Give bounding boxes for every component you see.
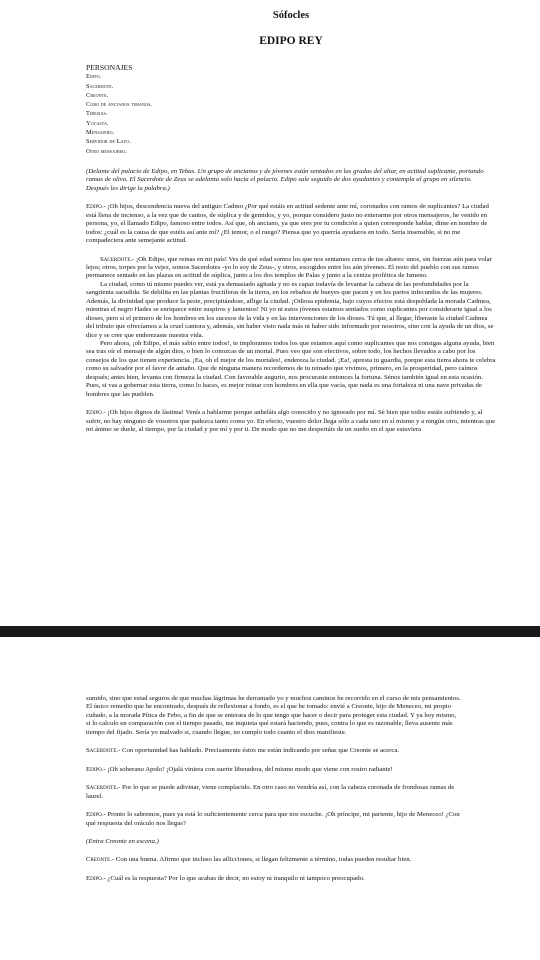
speech-paragraph xyxy=(86,256,496,281)
speech-text: ¡Oh hijos, descendencia nueva del antiguo Cadmo ¿Por qué estáis en actitud sedente ante mí, coronados con ramos de suplicantes? La ciudad está llena de incienso, a la vez que de cantos, de súplica y de gemidos, y yo, porque considero justo no enterarme por otros mensajeros, he venido en persona, yo, el llamado Edipo, famoso entre todos. Así que, oh anciano, ya que eres por tu condición a quien corresponde hablar, dime en nombre de todos: ¿cuál es la causa de que estéis así ante mí? ¿El temor, o el ruego? Piensa que yo querría ayudaros en todo. Sería insensible, si no me compadeciera ante semejante actitud. xyxy=(86,203,489,245)
document-page-2 xyxy=(0,637,540,960)
speaker-label: Edipo.- xyxy=(86,409,106,417)
speech-text: Con una buena. Afirmo que incluso las aflicciones, si llegan felizmente a término, todas pueden resultar bien. xyxy=(114,856,412,864)
cast-item: Servidor de Layo. xyxy=(86,138,132,146)
speech-paragraph: La ciudad, como tú mismo puedes ver, está ya demasiado agitada y no es capaz todavía de levantar la cabeza de las profundidades por la sangrienta sacudida. Se debilita en las plantas fructíferas de la tierra, en los rebaños de bueyes que pacen y en los partos infecundos de las mujeres. Además, la divinidad que produce la peste, precipitándose, aflige la ciudad. ¡Odiosa epidemia, bajo cuyos efectos está despoblada la morada Cadmea, mientras el negro Hades se enriquece entre suspiros y lamentos! Ni yo ni estos jóvenes estamos sentados como suplicantes por considerarte igual a los dioses, pero sí el primero de los hombres en los sucesos de la vida y en las intervenciones de los dioses. Tú que, al llegar, liberaste la ciudad Cadmea del tributo que ofrecíamos a la cruel cantora y, además, sin haber visto nada más ni haber sido informado por nosotros, sino con la ayuda de un dios, se dice y se cree que enderezaste nuestra vida. xyxy=(86,280,494,339)
speech-paragraph xyxy=(86,875,462,883)
speech-text: ¡Oh Edipo, que reinas en mi país! Ves de qué edad somos los que nos sentamos cerca de tus altares: unos, sin fuerzas aún para volar lejos; otros, torpes por la vejez, somos Sacerdotes -yo lo soy de Zeus-, y otros, escogidos entre los aún jóvenes. El resto del pueblo con sus ramos permanece sentado en las plazas en actitud de súplica, junto a los dos templos de Palas y junto a la ceniza profética de Ismeno. xyxy=(86,255,492,280)
speech-paragraph xyxy=(86,856,462,864)
speech-text: ¡Oh soberano Apolo! ¡Ojalá viniera con suerte liberadora, del mismo modo que viene con rostro radiante! xyxy=(105,765,393,773)
stage-direction: (Entra Creonte en escena.) xyxy=(86,837,159,845)
speaker-label: Sacerdote.- xyxy=(100,255,135,263)
cast-list xyxy=(86,72,496,156)
play-title: EDIPO REY xyxy=(259,35,323,47)
speech-paragraph xyxy=(86,747,462,755)
cast-item: Yocasta. xyxy=(86,119,109,127)
speech-text: Con oportunidad has hablado. Precisamente éstos me están indicando por señas que Creonte se acerca. xyxy=(120,747,400,755)
speech-paragraph xyxy=(86,766,462,774)
speech-text: Por lo que se puede adivinar, viene complacido. En otro caso no vendría así, con la cabeza coronada de frondosas ramas de laurel. xyxy=(86,784,455,800)
speaker-label: Edipo.- xyxy=(86,811,106,819)
speech-paragraph xyxy=(86,784,462,801)
speech-paragraph: Pero ahora, ¡oh Edipo, el más sabio entre todos!, te imploramos todos los que estamos aquí como suplicantes que nos consigas alguna ayuda, bien sea tras oír el mensaje de algún dios, o bien lo conozcas de un mortal. Pues veo que son efectivos, sobre todo, los hechos llevados a cabo por los consejos de los que tienen experiencia. ¡Ea, oh el mejor de los mortales!, endereza la ciudad. ¡Ea!, apresta tu guardia, porque esta tierra ahora te celebra como su salvador por el favor de antaño. Que de ninguna manera recordemos de tu reinado que vivimos, primero, en la prosperidad, pero caímos después; antes bien, levanta con firmeza la ciudad. Con favorable augurio, nos procuraste entonces la fortuna. Sénos también igual en esta ocasión. Pues, si vas a gobernar esta tierra, como lo haces, es mejor reinar con hombres en ella que vacía, que nada es una fortaleza ni una nave privadas de hombres que las pueblen. xyxy=(86,340,496,398)
speech-text: ¡Oh hijos dignos de lástima! Venís a hablarme porque anheláis algo conocido y no ignorado por mí. Sé bien que todos estáis sufriendo y, al sufrir, no hay ninguno de vosotros que padezca tanto como yo. En efecto, vuestro dolor llega sólo a cada uno en sí mismo y a ningún otro, mientras que mi ánimo se duele, al tiempo, por la ciudad y por mí y por ti. De modo que no me despertáis de un sueño en el que estuviera xyxy=(86,409,496,434)
author-name: Sófocles xyxy=(272,10,310,21)
speech-text: Pronto lo sabremos, pues ya está lo suficientemente cerca para que nos escuche. ¡Oh príncipe, mi pariente, hijo de Meneceo! ¿Con qué respuesta del oráculo nos llegas? xyxy=(86,811,460,827)
cast-item: Sacerdote. xyxy=(86,82,114,90)
speech-continuation: sumido, sino que estad seguros de que muchas lágrimas he derramado yo y muchos caminos he recorrido en el curso de mis pensamientos. El único remedio que he encontrado, después de reflexionar a fondo, es el que he tomado: envié a Creonte, hijo de Meneceo, mi propio cuñado, a la morada Pítica de Febo, a fin de que se enterara de lo que tengo que hacer o decir para proteger esta ciudad. Y ya hoy mismo, si lo calculo en comparación con el tiempo pasado, me inquieta qué estará haciendo, pues, contra lo que es razonable, lleva ausente más tiempo del fijado. Sería yo malvado si, cuando llegue, no cumplo todo cuanto el dios manifieste. xyxy=(86,695,461,736)
speaker-label: Sacerdote.- xyxy=(86,784,121,792)
cast-item: Mensajero. xyxy=(86,128,115,136)
speech-paragraph xyxy=(86,811,462,828)
speaker-label: Edipo.- xyxy=(86,765,106,773)
cast-heading: PERSONAJES xyxy=(86,63,133,72)
cast-item: Tiresias. xyxy=(86,110,108,118)
cast-item: Creonte. xyxy=(86,91,109,99)
cast-item: Coro de ancianos tebanos. xyxy=(86,101,153,109)
speaker-label: Edipo.- xyxy=(86,203,106,211)
cast-item: Edipo. xyxy=(86,73,102,81)
stage-direction: (Delante del palacio de Edipo, en Tebas. Un grupo de ancianos y de jóvenes están sentados en las gradas del altar, en actitud suplicante, portando ramas de olivo. El Sacerdote de Zeus se adelanta solo hacia el palacio. Edipo sale seguido de dos ayudantes y contempla al grupo en silencio. Después les dirige la palabra.) xyxy=(86,167,484,192)
speaker-label: Sacerdote.- xyxy=(86,747,121,755)
speaker-label: Creonte.- xyxy=(86,856,115,864)
cast-item: Otro mensajero. xyxy=(86,147,127,155)
speaker-label: Edipo.- xyxy=(86,874,106,882)
speech-text: ¿Cuál es la respuesta? Por lo que acabas de decir, no estoy ni tranquilo ni tampoco preocupado. xyxy=(105,874,365,882)
speech-paragraph xyxy=(86,409,496,434)
speech-paragraph xyxy=(86,203,496,245)
